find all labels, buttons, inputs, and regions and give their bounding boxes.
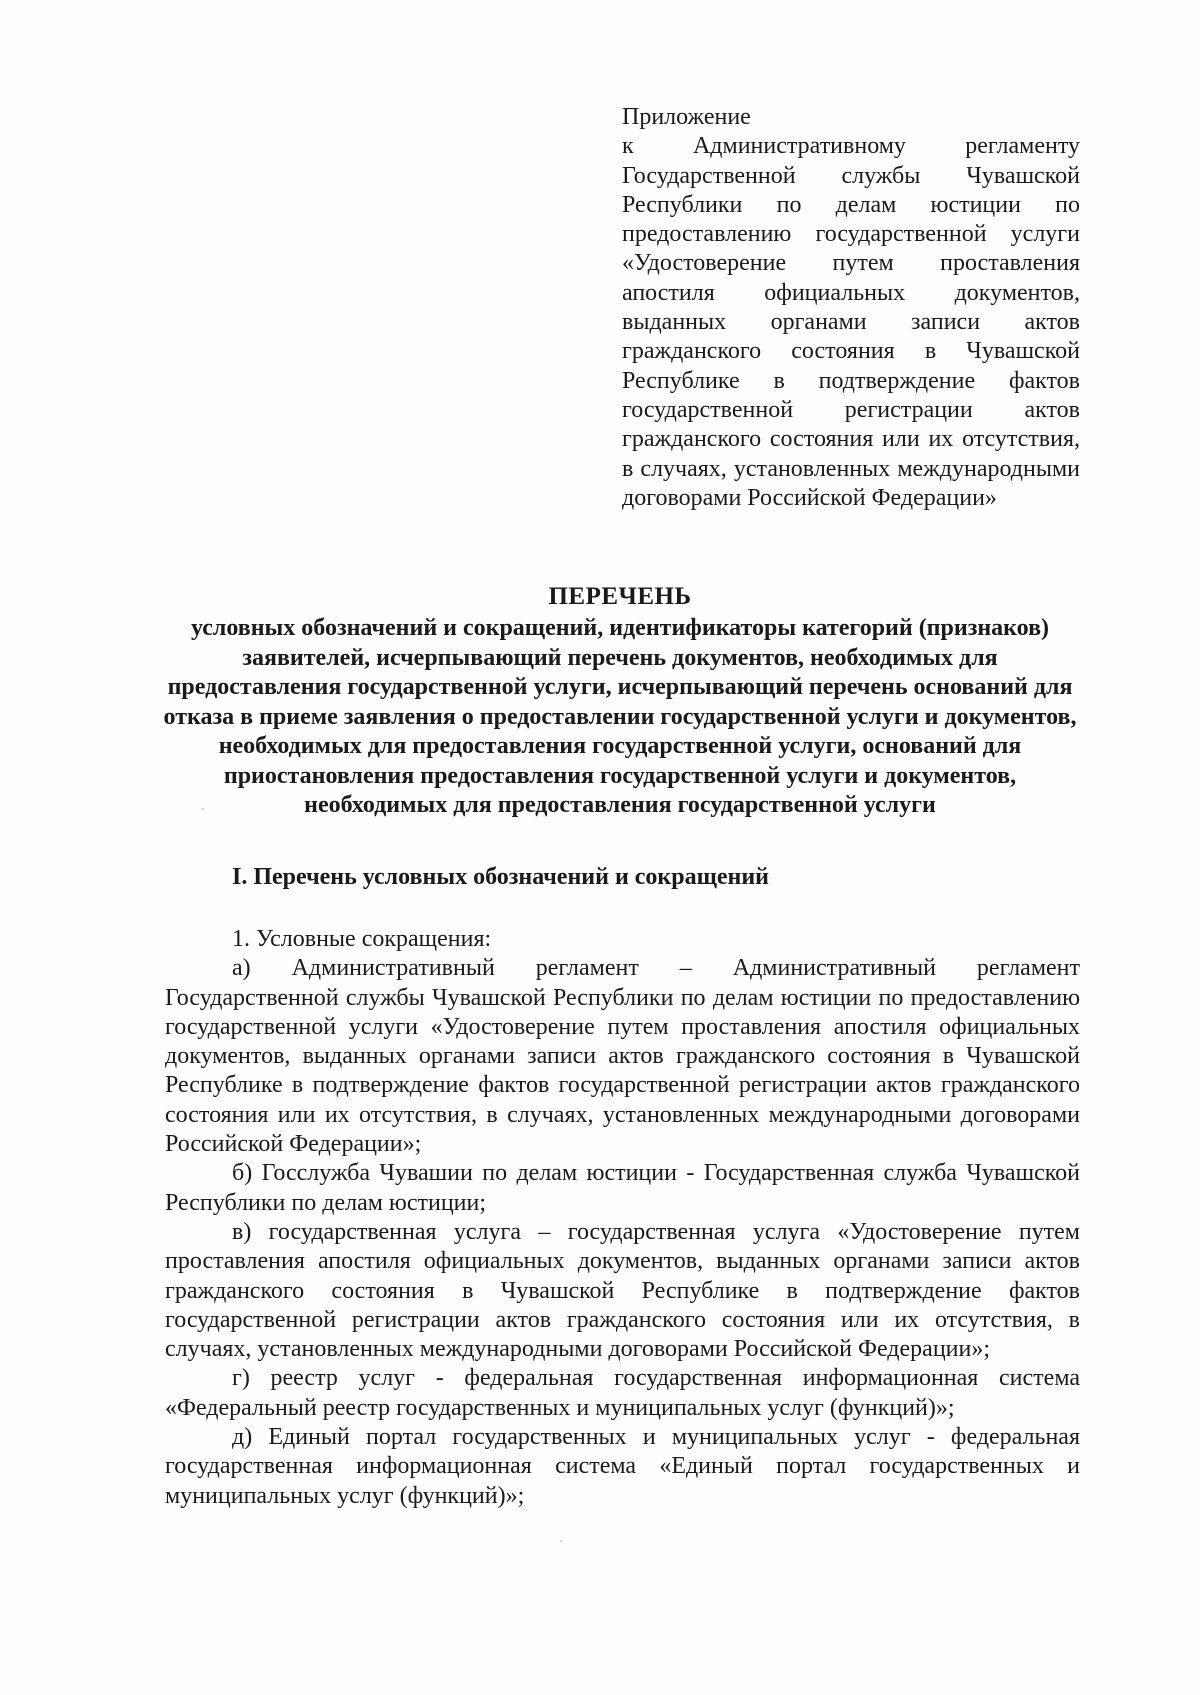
paragraph-intro: 1. Условные сокращения:: [232, 926, 492, 952]
paragraph-v: в) государственная услуга – государственная услуга «Удостоверение путем проставления апостиля официальных документов, выданных органами записи актов гражданского состояния в Чувашской Республике в подтверждение фактов государственной регистрации актов гражданского состояния или их отсутствия, в случаях, установленных международными договорами Российской Федерации»;: [165, 1218, 1080, 1363]
scan-speck: [202, 808, 204, 810]
paragraph-d: д) Единый портал государственных и муниципальных услуг - федеральная государственная информационная система «Единый портал государственных и муниципальных услуг (функций)»;: [165, 1424, 1080, 1509]
body-text: [165, 925, 1080, 1511]
section-heading: I. Перечень условных обозначений и сокращений: [232, 864, 769, 890]
document-subtitle: условных обозначений и сокращений, идентификаторы категорий (признаков) заявителей, исчерпывающий перечень документов, необходимых для предоставления государственной услуги, исчерпывающий перечень оснований для отказа в приеме заявления о предоставлении государственной услуги и документов, необходимых для предоставления государственной услуги, оснований для приостановления предоставления государственной услуги и документов, необходимых для предоставления государственной услуги: [163, 615, 1077, 818]
paragraph-b: б) Госслужба Чувашии по делам юстиции - Государственная служба Чувашской Республики по делам юстиции;: [165, 1160, 1080, 1216]
document-title: ПЕРЕЧЕНЬ: [548, 583, 692, 610]
appendix-label: Приложение: [622, 104, 751, 130]
paragraph-a: а) Административный регламент – Административный регламент Государственной службы Чувашской Республики по делам юстиции по предоставлению государственной услуги «Удостоверение путем проставления апостиля официальных документов, выданных органами записи актов гражданского состояния в Чувашской Республике в подтверждение фактов государственной регистрации актов гражданского состояния или их отсутствия, в случаях, установленных международными договорами Российской Федерации»;: [165, 955, 1080, 1158]
appendix-text: к Административному регламенту Государственной службы Чувашской Республики по делам юстиции по предоставлению государственной услуги «Удостоверение путем проставления апостиля официальных документов, выданных органами записи актов гражданского состояния в Чувашской Республике в подтверждение фактов государственной регистрации актов гражданского состояния или их отсутствия, в случаях, установленных международными договорами Российской Федерации»: [622, 133, 1080, 511]
paragraph-g: г) реестр услуг - федеральная государственная информационная система «Федеральный реестр государственных и муниципальных услуг (функций)»;: [165, 1365, 1080, 1421]
appendix-block: [622, 103, 1080, 513]
title-block: [160, 580, 1080, 821]
scan-speck: [560, 1540, 562, 1542]
